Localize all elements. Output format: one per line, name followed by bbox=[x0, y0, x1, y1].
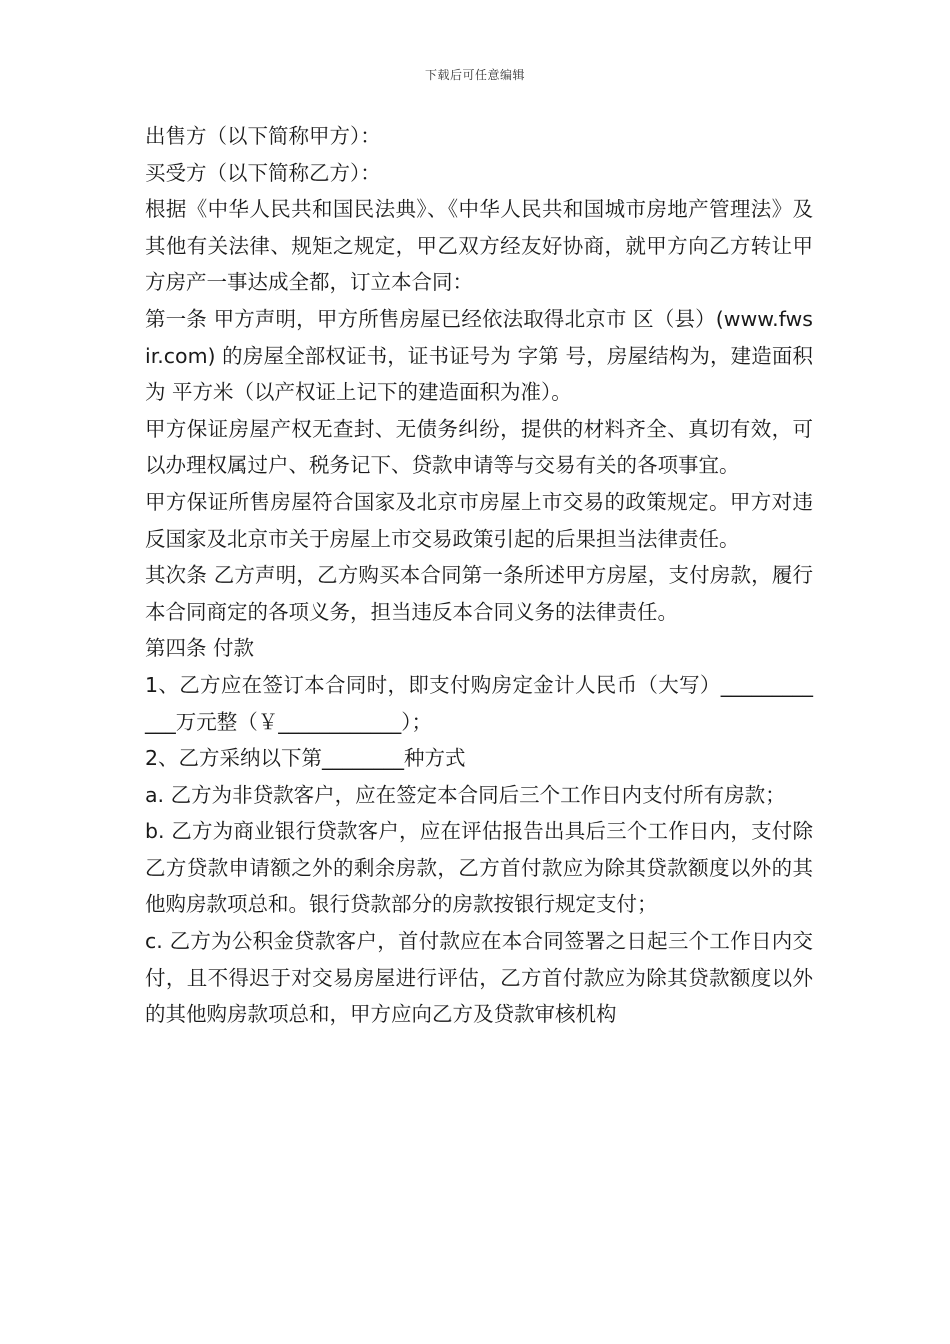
page-header-note: 下载后可任意编辑 bbox=[424, 68, 525, 82]
paragraph-seller: 出售方（以下简称甲方）： bbox=[145, 124, 381, 148]
document-body bbox=[145, 118, 813, 1033]
paragraph-preamble: 根据《中华人民共和国民法典》、《中华人民共和国城市房地产管理法》及其他有关法律、规矩之规定，甲乙双方经友好协商，就甲方向乙方转让甲方房产一事达成全都，订立本合同： bbox=[145, 197, 813, 295]
paragraph-option-b: b. 乙方为商业银行贷款客户，应在评估报告出具后三个工作日内，支付除乙方贷款申请额之外的剩余房款，乙方首付款应为除其贷款额度以外的其他购房款项总和。银行贷款部分的房款按银行规定支付； bbox=[145, 819, 813, 917]
paragraph-payment-1: 1、乙方应在签订本合同时，即支付购房定金计人民币（大写）____________万元整（￥____________）； bbox=[145, 672, 813, 734]
paragraph-seller-guarantee-1: 甲方保证房屋产权无查封、无债务纠纷，提供的材料齐全、真切有效，可以办理权属过户、税务记下、贷款申请等与交易有关的各项事宜。 bbox=[145, 416, 813, 478]
paragraph-buyer: 买受方（以下简称乙方）： bbox=[145, 160, 381, 185]
paragraph-option-c: c. 乙方为公积金贷款客户，首付款应在本合同签署之日起三个工作日内交付，且不得迟于对交易房屋进行评估，乙方首付款应为除其贷款额度以外的其他购房款项总和，甲方应向乙方及贷款审核机构 bbox=[145, 929, 813, 1027]
paragraph-article-1: 第一条 甲方声明，甲方所售房屋已经依法取得北京市 区（县）(www.fwsir.com) 的房屋全部权证书，证书证号为 字第 号，房屋结构为，建造面积为 平方米（以产权证上记下的建造面积为准）。 bbox=[145, 306, 813, 405]
paragraph-option-a: a. 乙方为非贷款客户，应在签定本合同后三个工作日内支付所有房款； bbox=[145, 782, 786, 807]
paragraph-article-4-title: 第四条 付款 bbox=[145, 636, 255, 661]
paragraph-article-2: 其次条 乙方声明，乙方购买本合同第一条所述甲方房屋，支付房款，履行本合同商定的各项义务，担当违反本合同义务的法律责任。 bbox=[145, 563, 813, 624]
paragraph-seller-guarantee-2: 甲方保证所售房屋符合国家及北京市房屋上市交易的政策规定。甲方对违反国家及北京市关于房屋上市交易政策引起的后果担当法律责任。 bbox=[145, 489, 813, 551]
paragraph-payment-2: 2、乙方采纳以下第________种方式 bbox=[145, 746, 466, 771]
